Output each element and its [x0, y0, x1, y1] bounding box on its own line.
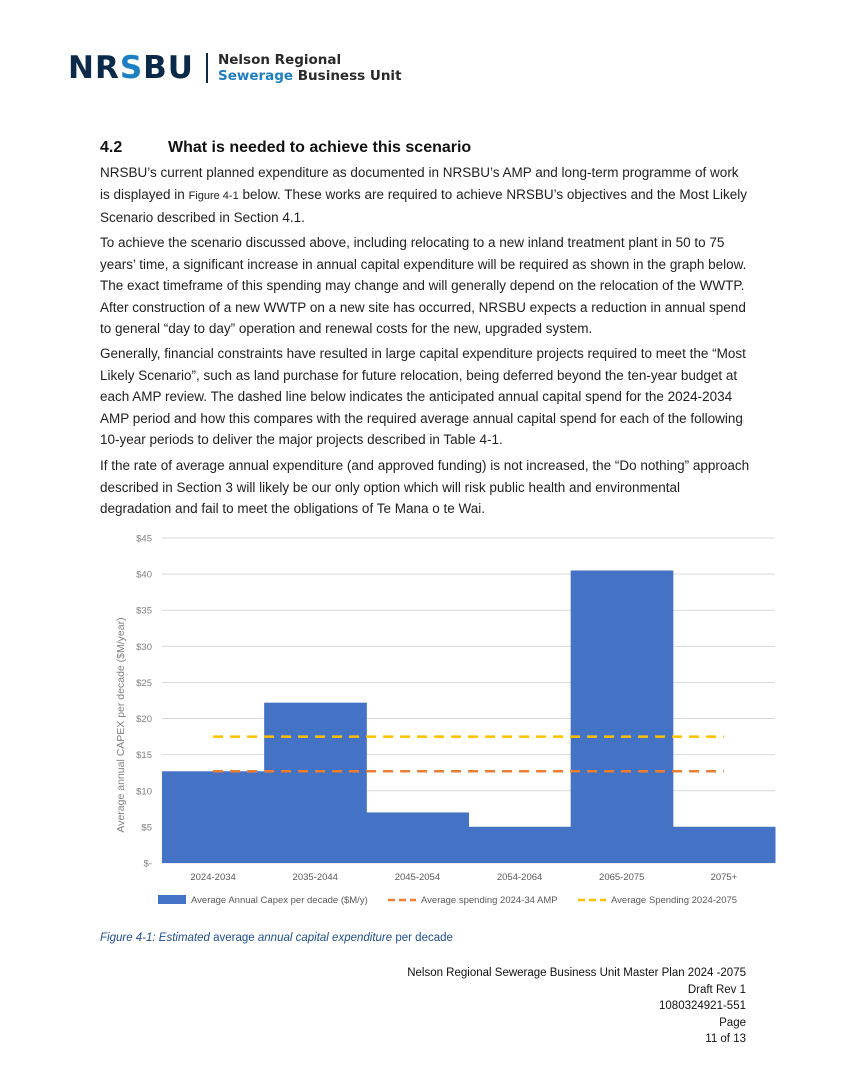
y-tick-label: $25: [136, 677, 152, 689]
footer-page-label: Page: [719, 1016, 746, 1029]
x-tick-label: 2045-2054: [394, 872, 441, 883]
y-tick-label: $45: [136, 533, 152, 545]
y-tick-label: $10: [136, 786, 152, 798]
caption-text-3: per decade: [392, 932, 453, 944]
section-number: 4.2: [100, 139, 123, 156]
chart-y-ticks: [136, 534, 152, 870]
bar-2045-2054: [366, 812, 469, 863]
paragraph-1: [100, 162, 750, 229]
y-tick-label: $40: [136, 569, 152, 581]
x-tick-label: 2075+: [710, 872, 738, 883]
caption-label: Figure 4-1: Estimated: [100, 932, 210, 944]
capex-chart: [100, 528, 790, 918]
logo-mark-nr: NR: [68, 50, 120, 86]
y-tick-label: $20: [136, 714, 152, 726]
figure-reference-link[interactable]: Figure 4-1: [188, 189, 239, 202]
x-tick-label: 2024-2034: [190, 872, 236, 883]
nrsbu-logo: [68, 50, 402, 86]
chart-legend: [158, 895, 737, 906]
logo-line2: [218, 68, 402, 84]
y-tick-label: $15: [136, 750, 152, 762]
caption-text-1: average: [209, 932, 258, 944]
chart-x-ticks: [190, 872, 737, 883]
y-tick-label: $35: [136, 605, 152, 617]
caption-text-2: annual capital expenditure: [257, 932, 393, 944]
y-tick-label: $-: [143, 858, 152, 870]
footer-document-number: 1080324921-551: [659, 1000, 746, 1012]
paragraph-3: Generally, financial constraints have resulted in large capital expenditure projects required to meet the “Most Likely Scenario”, such as land purchase for future relocation, being deferred beyond the ten-year budget at each AMP review. The dashed line below indicates the anticipated annual capital spend for the 2024-2034 AMP period and how this compares with the required average annual capital spend for each of the following 10-year periods to deliver the major projects described in Table 4-1.: [100, 346, 746, 447]
y-tick-label: $5: [141, 822, 152, 834]
logo-mark: [68, 50, 194, 86]
x-tick-label: 2054-2064: [496, 872, 543, 883]
x-tick-label: 2035-2044: [292, 872, 338, 883]
logo-divider: [206, 53, 208, 83]
figure-caption: [100, 932, 453, 944]
bar-2024-2034: [162, 771, 265, 863]
section-title: What is needed to achieve this scenario: [168, 139, 472, 156]
legend-swatch-bars: [158, 895, 186, 904]
legend-label-bars: Average Annual Capex per decade ($M/y): [191, 895, 368, 906]
legend-label-ref-1: Average spending 2024-34 AMP: [421, 895, 558, 906]
paragraph-1-start: NRSBU’s current planned expenditure as documented in NRSBU’s AMP and long-term programme of work is displayed in: [100, 165, 739, 202]
section-heading: [100, 139, 471, 157]
logo-line2-rest: Business Unit: [293, 68, 402, 84]
legend-label-ref-2: Average Spending 2024-2075: [611, 895, 738, 906]
footer-page-number: 11 of 13: [705, 1033, 746, 1045]
paragraph-4: If the rate of average annual expenditure (and approved funding) is not increased, the “Do nothing” approach described in Section 3 will likely be our only option which will risk public health and environmental degradation and fail to meet the obligations of Te Mana o te Wai.: [100, 458, 750, 516]
logo-line2-blue: Sewerage: [217, 68, 294, 84]
paragraph-1-end: below. These works are required to achieve NRSBU’s objectives and the Most Likely Scenario described in Section 4.1.: [100, 186, 747, 225]
x-tick-label: 2065-2075: [599, 872, 645, 883]
bar-2075+: [673, 827, 776, 863]
bar-2065-2075: [571, 571, 674, 864]
bar-2054-2064: [469, 827, 572, 863]
footer-revision: Draft Rev 1: [687, 983, 746, 996]
logo-mark-s: S: [119, 50, 144, 86]
paragraph-2: To achieve the scenario discussed above, including relocating to a new inland treatment plant in 50 to 75 years’ time, a significant increase in annual capital expenditure will be required as shown in the graph below. The exact timeframe of this spending may change and will generally depend on the relocation of the WWTP. After construction of a new WWTP on a new site has occurred, NRSBU expects a reduction in annual spend to general “day to day” operation and renewal costs for the new, upgraded system.: [100, 235, 747, 336]
logo-mark-bu: BU: [143, 50, 194, 86]
logo-line1: Nelson Regional: [217, 52, 342, 68]
logo-text: [218, 52, 402, 84]
footer-document-title: Nelson Regional Sewerage Business Unit Master Plan 2024 -2075: [407, 967, 746, 979]
bar-2035-2044: [264, 703, 367, 863]
chart-y-axis-label: Average annual CAPEX per decade ($M/year): [115, 617, 127, 833]
y-tick-label: $30: [136, 641, 152, 653]
page-footer: [407, 965, 746, 1048]
chart-bars: [162, 571, 776, 864]
